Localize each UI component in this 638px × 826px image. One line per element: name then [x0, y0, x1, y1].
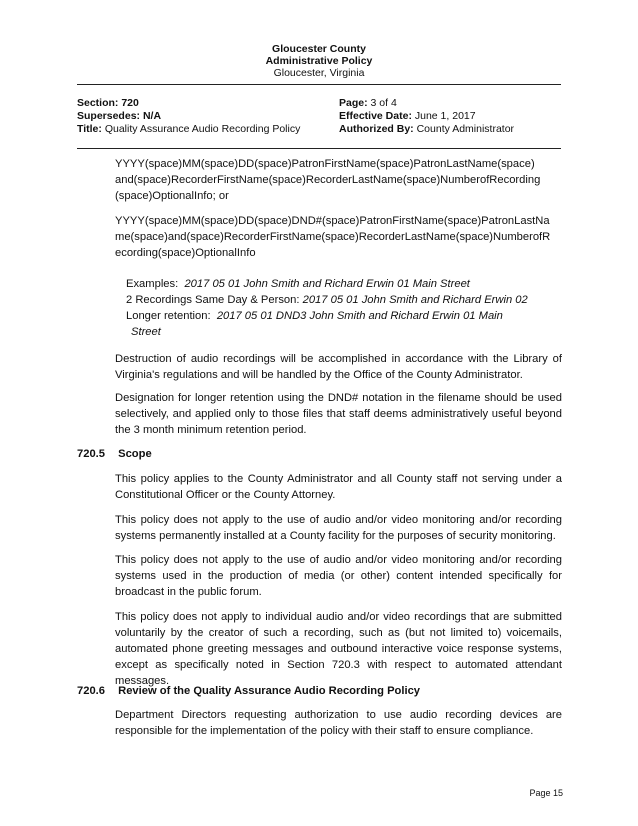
meta-authorized-label: Authorized By: — [339, 123, 414, 135]
header-rule-top — [77, 84, 561, 85]
header-location: Gloucester, Virginia — [273, 67, 365, 79]
example-3-value-cont: Street — [131, 326, 161, 338]
scope-paragraph-4: This policy does not apply to individual audio and/or video recordings that are submitted voluntarily by the creator of such a recording, such as (but not limited to) voicemails, automated phone greeting messages and outbound interactive voice response systems, except as specifically noted in Section 720.3 with respect to automated attendant messages. — [115, 611, 562, 687]
format-line: and(space)RecorderFirstName(space)RecorderLastName(space)NumberofRecording — [115, 174, 541, 186]
meta-section-label: Section: — [77, 97, 119, 109]
example-1-label: Examples: — [126, 278, 179, 290]
meta-authorized-value: County Administrator — [416, 123, 515, 135]
scope-paragraph-1: This policy applies to the County Administrator and all County staff not serving under a Constitutional Officer or the County Attorney. — [115, 473, 562, 501]
meta-title-label: Title: — [77, 123, 102, 135]
header-doc-type: Administrative Policy — [265, 55, 373, 67]
meta-effective-value: June 1, 2017 — [414, 110, 476, 122]
format-line: YYYY(space)MM(space)DD(space)DND#(space)PatronFirstName(space)PatronLastNa — [115, 215, 550, 227]
meta-title — [77, 122, 300, 136]
example-1-value: 2017 05 01 John Smith and Richard Erwin 01 Main Street — [184, 278, 470, 290]
paragraph-designation: Designation for longer retention using the DND# notation in the filename should be used selectively, and applied only to those files that staff deems administratively useful beyond the 3 month minimum retention period. — [115, 392, 562, 436]
filename-format-2 — [115, 213, 562, 261]
filename-format-1 — [115, 156, 562, 204]
meta-section — [77, 96, 139, 110]
example-3 — [126, 308, 503, 324]
meta-supersedes-label: Supersedes: — [77, 110, 141, 122]
meta-authorized-by — [339, 122, 514, 136]
format-line: (space)OptionalInfo; or — [115, 190, 229, 202]
example-2 — [126, 292, 528, 308]
example-3-label: Longer retention: — [126, 310, 211, 322]
example-2-value: 2017 05 01 John Smith and Richard Erwin 02 — [302, 294, 528, 306]
example-1 — [126, 276, 470, 292]
header-org: Gloucester County — [272, 43, 366, 55]
meta-page-label: Page: — [339, 97, 368, 109]
format-line: YYYY(space)MM(space)DD(space)PatronFirstName(space)PatronLastName(space) — [115, 158, 535, 170]
meta-page-value: 3 of 4 — [370, 97, 397, 109]
meta-page — [339, 96, 397, 110]
section-title: Scope — [118, 448, 152, 460]
meta-title-value: Quality Assurance Audio Recording Policy — [104, 123, 301, 135]
meta-supersedes-value: N/A — [142, 110, 162, 122]
header-rule-bottom — [77, 148, 561, 149]
review-paragraph-1: Department Directors requesting authorization to use audio recording devices are responsible for the implementation of the policy with their staff to ensure compliance. — [115, 709, 562, 737]
section-720-5-heading — [77, 446, 152, 462]
section-720-6-heading — [77, 683, 420, 699]
format-line: ecording(space)OptionalInfo — [115, 247, 256, 259]
meta-effective-date — [339, 109, 476, 123]
example-3-value: 2017 05 01 DND3 John Smith and Richard Erwin 01 Main — [216, 310, 503, 322]
meta-effective-label: Effective Date: — [339, 110, 412, 122]
page-number: Page 15 — [529, 788, 563, 798]
section-number: 720.6 — [77, 685, 105, 697]
section-title: Review of the Quality Assurance Audio Recording Policy — [118, 685, 421, 697]
format-line: me(space)and(space)RecorderFirstName(space)RecorderLastName(space)NumberofR — [115, 231, 551, 243]
paragraph-destruction: Destruction of audio recordings will be accomplished in accordance with the Library of Virginia's regulations and will be handled by the Office of the County Administrator. — [115, 353, 562, 381]
scope-paragraph-3: This policy does not apply to the use of audio and/or video monitoring and/or recording systems used in the production of media (or other) content intended specifically for broadcast in the public forum. — [115, 554, 562, 598]
meta-supersedes — [77, 109, 161, 123]
example-3-continuation — [131, 324, 161, 340]
example-2-label: 2 Recordings Same Day & Person: — [126, 294, 300, 306]
scope-paragraph-2: This policy does not apply to the use of audio and/or video monitoring and/or recording systems permanently installed at a County facility for the purposes of security monitoring. — [115, 514, 562, 542]
meta-section-value: 720 — [121, 97, 139, 109]
section-number: 720.5 — [77, 448, 105, 460]
